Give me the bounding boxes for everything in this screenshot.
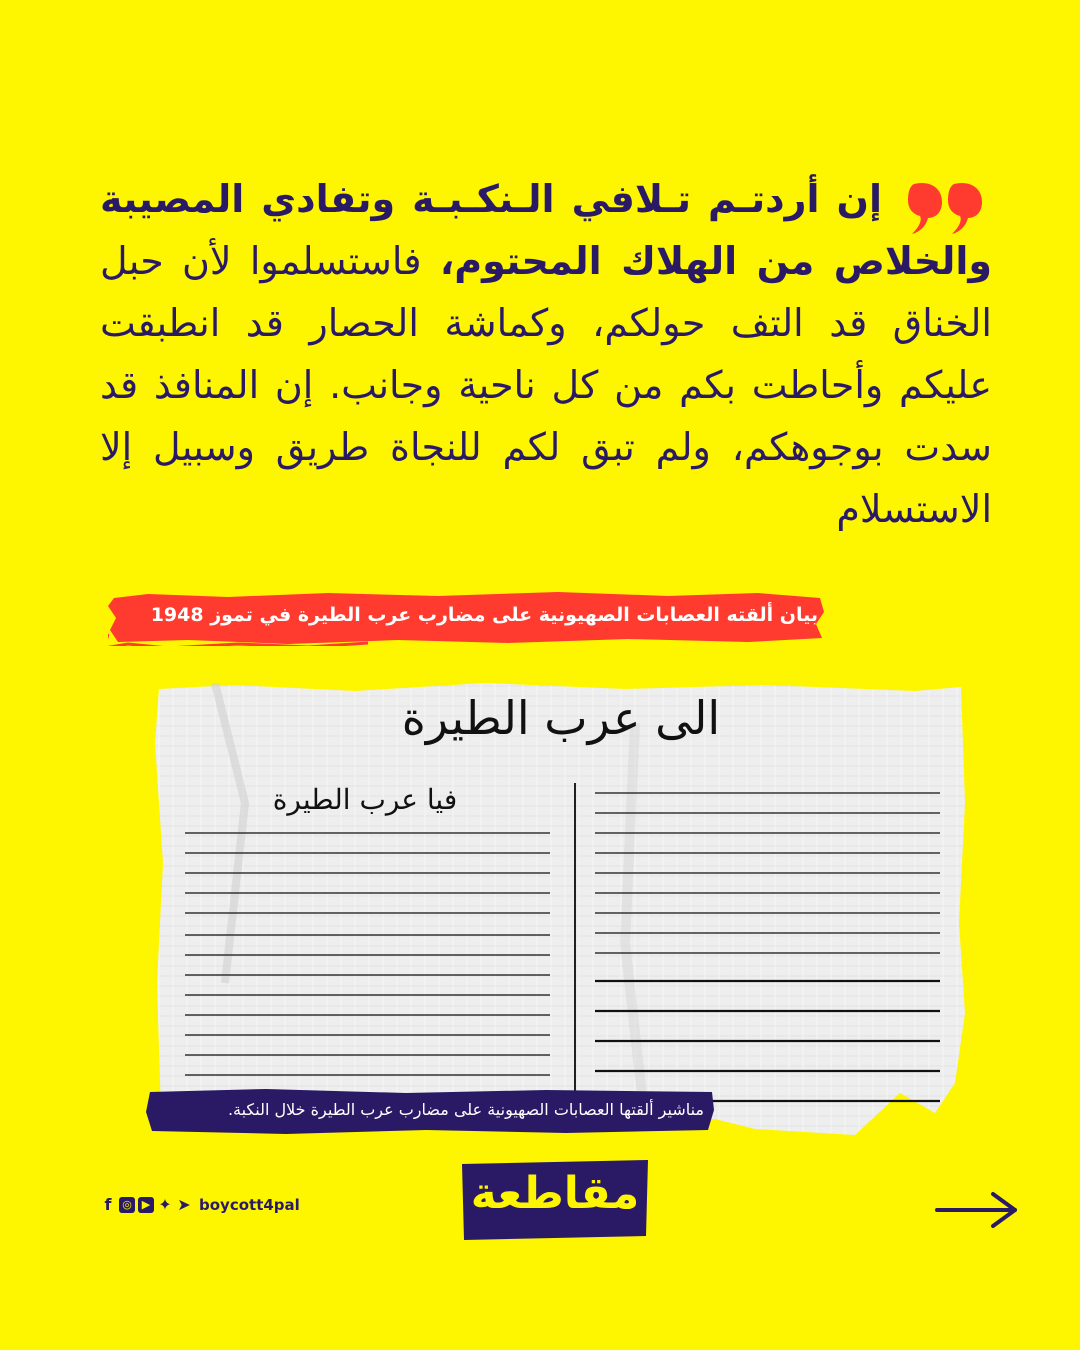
leaflet-title: الى عرب الطيرة <box>401 691 721 745</box>
caption-top-text: بيان ألقته العصابات الصهيونية على مضارب عرب الطيرة في تموز 1948 <box>150 604 818 626</box>
social-handle[interactable]: boycott4pal <box>199 1196 300 1214</box>
instagram-icon[interactable]: ◎ <box>119 1197 135 1213</box>
facebook-icon[interactable]: f <box>104 1195 112 1214</box>
leaflet-image <box>155 683 967 1138</box>
quote-bold-part: إن أردتـم تـلافي الـنكـبـة وتفادي المصيبة والخلاص من الهلاك المحتوم، <box>100 177 992 283</box>
quote-text <box>100 168 992 540</box>
telegram-icon[interactable]: ➤ <box>177 1195 191 1214</box>
caption-bottom-text: مناشير ألقتها العصابات الصهيونية على مضارب عرب الطيرة خلال النكبة. <box>227 1100 704 1119</box>
leaflet-subtitle: فيا عرب الطيرة <box>272 783 458 816</box>
youtube-icon[interactable]: ▶ <box>138 1197 154 1213</box>
twitter-icon[interactable]: ✦ <box>158 1195 172 1214</box>
logo-text: مقاطعة <box>470 1168 640 1219</box>
arrow-right-icon[interactable] <box>935 1190 1020 1230</box>
caption-bottom <box>146 1088 716 1134</box>
boycott-logo <box>460 1160 650 1240</box>
leaflet-paper <box>155 683 967 1138</box>
caption-top <box>108 590 828 646</box>
social-links <box>100 1195 300 1215</box>
quote-regular-part: فاستسلموا لأن حبل الخناق قد التف حولكم، وكماشة الحصار قد انطبقت عليكم وأحاطت بكم من كل ناحية وجانب. إن المنافذ قد سدت بوجوهكم، ولم تبق لكم للنجاة طريق وسبيل إلا الاستسلام <box>100 239 992 531</box>
